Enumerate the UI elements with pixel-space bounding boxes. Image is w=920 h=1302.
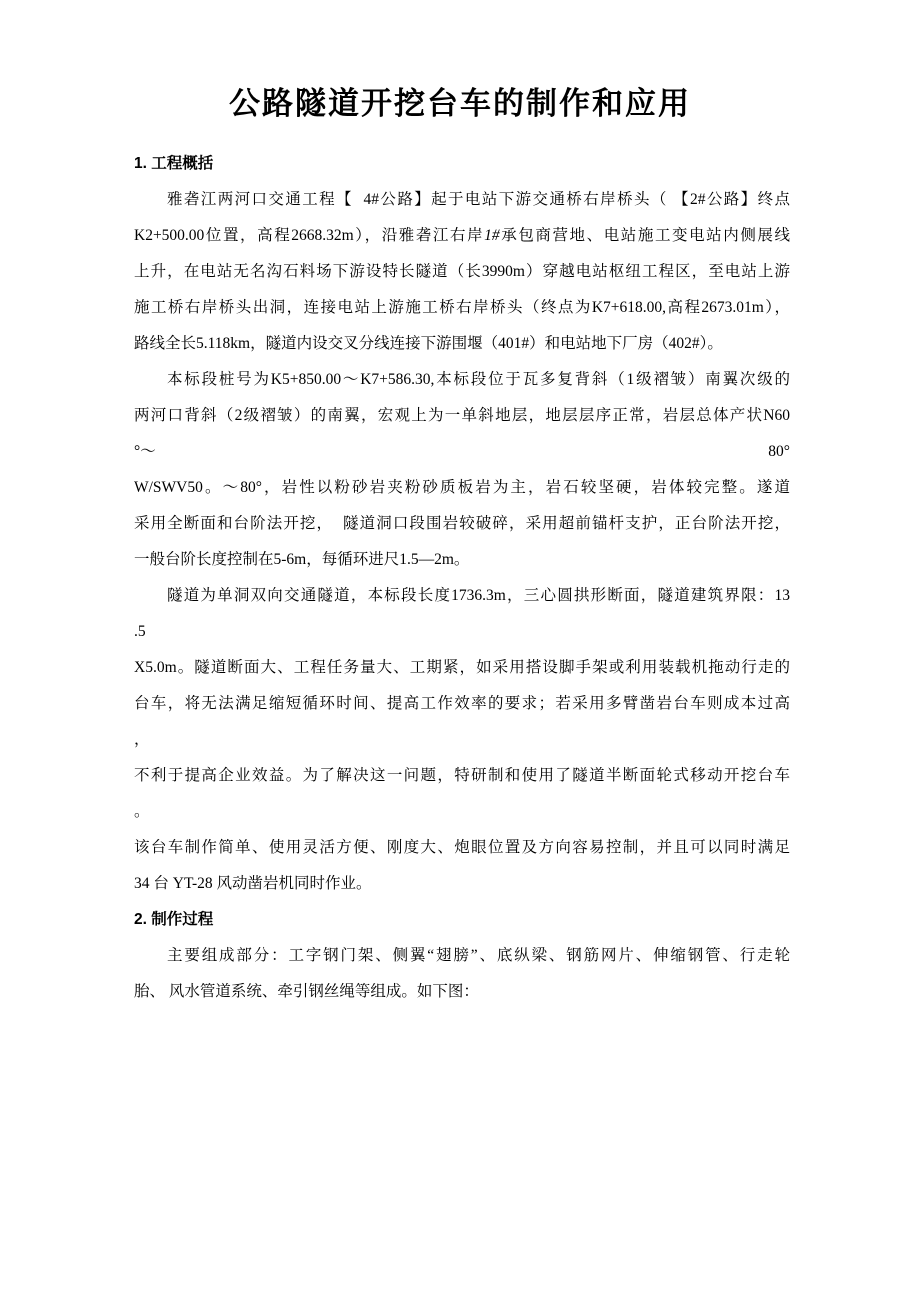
text-segment: K2+500.00位置，高程2668.32m），沿雅砻江右岸 (134, 227, 485, 244)
text-line: 一般台阶长度控制在5-6m，每循环进尺1.5—2m。 (134, 551, 470, 568)
text-line-right: 80° (768, 443, 790, 460)
text-line: 主要组成部分：工字钢门架、侧翼“翅膀”、底纵梁、钢筋网片、伸缩钢管、行走轮 (167, 947, 790, 964)
text-line: 上升，在电站无名沟石料场下游设特长隧道（长3990m）穿越电站枢纽工程区，至电站上游 (134, 263, 790, 280)
document-title: 公路隧道开挖台车的制作和应用 (229, 86, 691, 121)
text-line (134, 218, 790, 254)
text-line: 胎、 风水管道系统、牵引钢丝绳等组成。如下图： (134, 983, 479, 1000)
text-line: 34 台 YT-28 风动凿岩机同时作业。 (134, 875, 372, 892)
text-line: ， (134, 731, 150, 748)
text-line: 该台车制作简单、使用灵活方便、刚度大、炮眼位置及方向容易控制，并且可以同时满足 (134, 839, 790, 856)
text-line-left: °～ (134, 443, 156, 460)
text-line: 雅砻江两河口交通工程【 4#公路】起于电站下游交通桥右岸桥头（ 【2#公路】终点 (167, 191, 790, 208)
text-line: 。 (134, 803, 150, 820)
text-line: 施工桥右岸桥头出洞，连接电站上游施工桥右岸桥头（终点为K7+618.00,高程2673.01m）， (134, 299, 790, 316)
text-line: W/SWV50。～80°，岩性以粉砂岩夹粉砂质板岩为主，岩石较坚硬，岩体较完整。遂道 (134, 479, 790, 496)
text-line: 台车，将无法满足缩短循环时间、提高工作效率的要求；若采用多臂凿岩台车则成本过高 (134, 695, 790, 712)
text-line: 路线全长5.118km，隧道内设交叉分线连接下游围堰（401#）和电站地下厂房（402#）。 (134, 335, 723, 352)
text-line: 采用全断面和台阶法开挖， 隧道洞口段围岩较破碎，采用超前锚杆支护，正台阶法开挖， (134, 515, 790, 532)
section-heading: 2. 制作过程 (134, 911, 214, 928)
text-line: .5 (134, 623, 146, 640)
section-heading: 1. 工程概括 (134, 155, 214, 172)
text-line: 本标段桩号为K5+850.00～K7+586.30,本标段位于瓦多复背斜（1级褶皱）南翼次级的 (167, 371, 790, 388)
text-line (134, 434, 790, 470)
text-segment: 承包商营地、电站施工变电站内侧展线 (499, 227, 790, 244)
text-line: 隧道为单洞双向交通隧道，本标段长度1736.3m，三心圆拱形断面，隧道建筑界限：13 (167, 587, 790, 604)
italic-text: 1# (484, 227, 500, 244)
text-line: 两河口背斜（2级褶皱）的南翼，宏观上为一单斜地层，地层层序正常，岩层总体产状N60 (134, 407, 790, 424)
document-body (134, 146, 790, 1010)
text-line: 不利于提高企业效益。为了解决这一问题，特研制和使用了隧道半断面轮式移动开挖台车 (134, 767, 790, 784)
text-line: X5.0m。隧道断面大、工程任务量大、工期紧，如采用搭设脚手架或利用装载机拖动行走的 (134, 659, 790, 676)
